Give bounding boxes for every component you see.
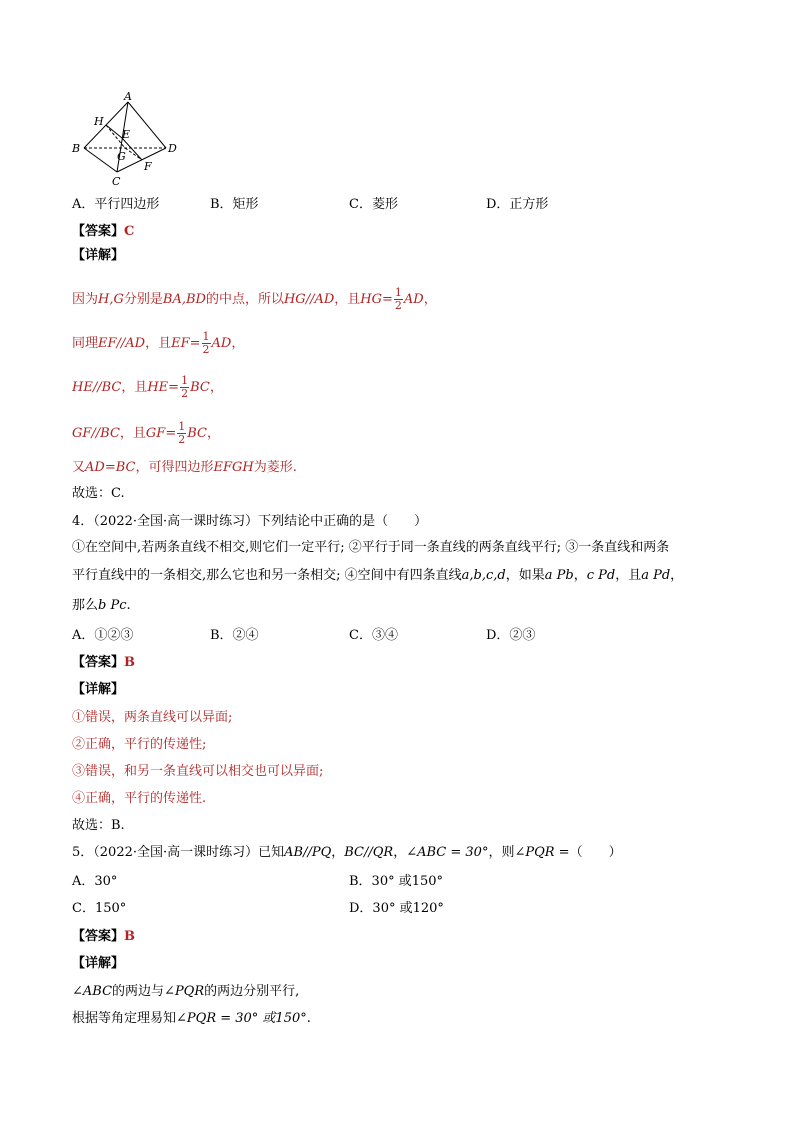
q4-statement-line-2: 平行直线中的一条相交,那么它也和另一条相交; ④空间中有四条直线a,b,c,d，如果a Pb，c Pd，且a Pd， [72, 568, 684, 583]
q4-detail-2: ②正确，平行的传递性; [72, 737, 207, 752]
q4-detail-1: ①错误，两条直线可以异面; [72, 710, 233, 725]
label-H: H [94, 115, 104, 128]
fraction-half: $\frac{1}{2}$ [181, 374, 189, 400]
fraction-half: $\frac{1}{2}$ [202, 330, 210, 356]
q3-answer [72, 222, 134, 242]
q4-detail-tag: 【详解】 [72, 682, 125, 697]
edge-AD [128, 102, 166, 148]
q3-option-b: B．矩形 [210, 197, 259, 212]
q5-detail-2: 根据等角定理易知∠PQR = 30° 或150°. [72, 1011, 311, 1026]
answer-value: C [124, 224, 135, 239]
q3-detail-line-3: HE//BC，且HE= $\frac{1}{2}$ BC， [72, 374, 223, 400]
label-E: E [122, 128, 131, 141]
q4-option-c: C．③④ [349, 628, 398, 643]
q3-option-c: C．菱形 [349, 197, 398, 212]
q5-option-c: C．150° [72, 901, 127, 916]
label-F: F [144, 160, 152, 173]
q4-choice: 故选：B. [72, 818, 125, 833]
q4-answer: 【答案】B [72, 655, 136, 670]
q3-detail-line-1: 因为H,G分别是BA,BD的中点，所以HG//AD，且HG= $\frac{1}{2}$ AD， [72, 286, 437, 312]
q5-answer: 【答案】B [72, 929, 136, 944]
fraction-half: $\frac{1}{2}$ [394, 286, 402, 312]
tetrahedron-figure [70, 92, 180, 188]
q3-choice: 故选：C. [72, 486, 125, 501]
q5-option-a: A．30° [72, 874, 118, 889]
q4-option-a: A．①②③ [72, 628, 134, 643]
q3-option-a: A．平行四边形 [72, 197, 160, 212]
q3-detail-line-5: 又AD=BC，可得四边形EFGH为菱形. [72, 460, 297, 475]
label-C: C [112, 175, 121, 188]
label-G: G [117, 150, 126, 163]
edge-BC [84, 148, 117, 172]
label-A: A [124, 92, 132, 103]
fraction-half: $\frac{1}{2}$ [178, 420, 186, 446]
q4-option-d: D．②③ [486, 628, 536, 643]
q5-option-d: D．30° 或120° [349, 901, 444, 916]
q3-detail-line-4: GF//BC，且GF= $\frac{1}{2}$ BC， [72, 420, 220, 446]
q4-statement-line-3: 那么b Pc. [72, 598, 131, 613]
label-D: D [168, 142, 177, 155]
q4-detail-4: ④正确，平行的传递性. [72, 791, 207, 806]
q5-stem: 5．（2022·全国·高一课时练习）已知AB//PQ，BC//QR，∠ABC = 30°，则∠PQR =（ ） [72, 845, 622, 860]
q4-statement-line-1: ①在空间中,若两条直线不相交,则它们一定平行; ②平行于同一条直线的两条直线平行; ③一条直线和两条 [72, 540, 670, 555]
segment-HE [106, 125, 122, 138]
q5-detail-1: ∠ABC的两边与∠PQR的两边分别平行, [72, 984, 300, 999]
q5-detail-tag: 【详解】 [72, 956, 125, 971]
answer-tag: 【答案】 [72, 224, 125, 239]
segment-GF [125, 148, 142, 160]
q4-option-b: B．②④ [210, 628, 259, 643]
q5-option-b: B．30° 或150° [349, 874, 444, 889]
q4-stem: 4．（2022·全国·高一课时练习）下列结论中正确的是（ ） [72, 514, 428, 529]
label-B: B [72, 142, 81, 155]
q3-option-d: D．正方形 [486, 197, 549, 212]
q3-detail-line-2: 同理EF//AD，且EF= $\frac{1}{2}$ AD， [72, 330, 245, 356]
q4-detail-3: ③错误，和另一条直线可以相交也可以异面; [72, 764, 324, 779]
q3-detail-tag: 【详解】 [72, 248, 125, 263]
